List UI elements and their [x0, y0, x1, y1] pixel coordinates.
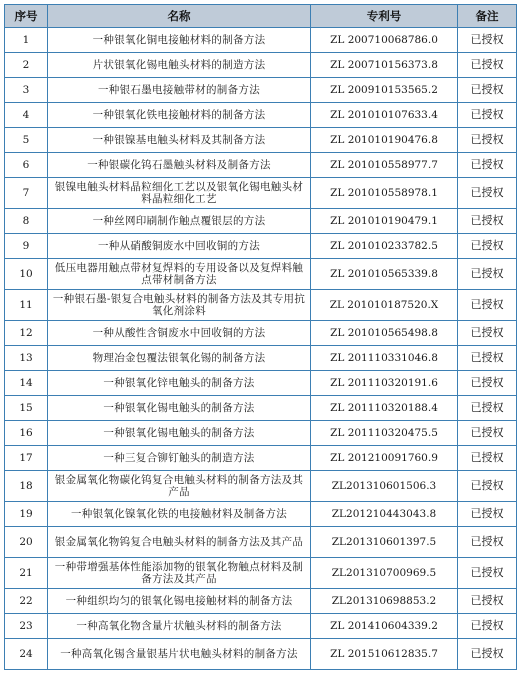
table-row [5, 321, 517, 346]
table-row [5, 103, 517, 128]
cell-patent: ZL 201510612835.7 [311, 639, 458, 670]
cell-note: 已授权 [458, 589, 517, 614]
header-name: 名称 [48, 5, 311, 28]
cell-note: 已授权 [458, 346, 517, 371]
table-row [5, 371, 517, 396]
cell-name: 物理冶金包覆法银氧化锡的制备方法 [48, 346, 311, 371]
cell-name: 一种银石墨电接触带材的制备方法 [48, 78, 311, 103]
cell-patent: ZL 201110320188.4 [311, 396, 458, 421]
cell-note: 已授权 [458, 178, 517, 209]
table-row [5, 446, 517, 471]
table-row [5, 502, 517, 527]
cell-name: 一种带增强基体性能添加物的银氧化物触点材料及制备方法及其产品 [48, 558, 311, 589]
cell-num: 1 [5, 28, 48, 53]
cell-note: 已授权 [458, 446, 517, 471]
cell-note: 已授权 [458, 78, 517, 103]
cell-note: 已授权 [458, 471, 517, 502]
cell-num: 3 [5, 78, 48, 103]
cell-patent: ZL 201110320191.6 [311, 371, 458, 396]
cell-patent: ZL 201110320475.5 [311, 421, 458, 446]
cell-patent: ZL 201010558977.7 [311, 153, 458, 178]
table-row [5, 471, 517, 502]
cell-num: 24 [5, 639, 48, 670]
cell-num: 9 [5, 234, 48, 259]
cell-note: 已授权 [458, 371, 517, 396]
cell-name: 一种银镍基电触头材料及其制备方法 [48, 128, 311, 153]
header-num: 序号 [5, 5, 48, 28]
cell-num: 2 [5, 53, 48, 78]
table-row [5, 153, 517, 178]
cell-patent: ZL 201010190479.1 [311, 209, 458, 234]
header-note: 备注 [458, 5, 517, 28]
cell-note: 已授权 [458, 502, 517, 527]
table-row [5, 259, 517, 290]
cell-note: 已授权 [458, 396, 517, 421]
cell-num: 18 [5, 471, 48, 502]
table-row [5, 128, 517, 153]
cell-note: 已授权 [458, 128, 517, 153]
cell-num: 4 [5, 103, 48, 128]
table-body [5, 28, 517, 670]
cell-name: 银金属氧化物钨复合电触头材料的制备方法及其产品 [48, 527, 311, 558]
cell-patent: ZL201310601397.5 [311, 527, 458, 558]
cell-num: 23 [5, 614, 48, 639]
cell-num: 20 [5, 527, 48, 558]
table-row [5, 558, 517, 589]
table-row [5, 28, 517, 53]
cell-num: 22 [5, 589, 48, 614]
cell-num: 10 [5, 259, 48, 290]
table-row [5, 53, 517, 78]
patent-table [4, 4, 517, 670]
cell-note: 已授权 [458, 28, 517, 53]
cell-note: 已授权 [458, 527, 517, 558]
table-row [5, 614, 517, 639]
table-row [5, 178, 517, 209]
cell-name: 一种高氧化物含量片状触头材料的制备方法 [48, 614, 311, 639]
cell-name: 一种银氧化铜电接触材料的制备方法 [48, 28, 311, 53]
cell-num: 21 [5, 558, 48, 589]
cell-patent: ZL 200710156373.8 [311, 53, 458, 78]
cell-name: 一种高氧化锡含量银基片状电触头材料的制备方法 [48, 639, 311, 670]
cell-patent: ZL 201210091760.9 [311, 446, 458, 471]
cell-num: 13 [5, 346, 48, 371]
cell-name: 银镍电触头材料晶粒细化工艺以及银氧化锡电触头材料晶粒细化工艺 [48, 178, 311, 209]
cell-patent: ZL201210443043.8 [311, 502, 458, 527]
cell-patent: ZL201310601506.3 [311, 471, 458, 502]
cell-note: 已授权 [458, 103, 517, 128]
cell-patent: ZL 201110331046.8 [311, 346, 458, 371]
cell-num: 7 [5, 178, 48, 209]
cell-patent: ZL201310698853.2 [311, 589, 458, 614]
cell-note: 已授权 [458, 259, 517, 290]
cell-note: 已授权 [458, 209, 517, 234]
cell-note: 已授权 [458, 53, 517, 78]
cell-patent: ZL 201010558978.1 [311, 178, 458, 209]
cell-patent: ZL 201010190476.8 [311, 128, 458, 153]
cell-name: 一种丝网印刷制作触点覆银层的方法 [48, 209, 311, 234]
cell-note: 已授权 [458, 290, 517, 321]
cell-name: 一种银氧化铁电接触材料的制备方法 [48, 103, 311, 128]
cell-patent: ZL 200910153565.2 [311, 78, 458, 103]
cell-note: 已授权 [458, 558, 517, 589]
cell-patent: ZL 201010565339.8 [311, 259, 458, 290]
cell-name: 银金属氧化物碳化钨复合电触头材料的制备方法及其产品 [48, 471, 311, 502]
cell-num: 19 [5, 502, 48, 527]
header-patent: 专利号 [311, 5, 458, 28]
cell-name: 一种银氧化锡电触头的制备方法 [48, 421, 311, 446]
table-row [5, 527, 517, 558]
cell-name: 一种银石墨-银复合电触头材料的制备方法及其专用抗氧化剂涂料 [48, 290, 311, 321]
cell-num: 14 [5, 371, 48, 396]
table-header [5, 5, 517, 28]
table-row [5, 639, 517, 670]
cell-num: 6 [5, 153, 48, 178]
table-row [5, 346, 517, 371]
cell-patent: ZL 201010565498.8 [311, 321, 458, 346]
cell-name: 片状银氧化锡电触头材料的制造方法 [48, 53, 311, 78]
cell-name: 一种组织均匀的银氧化锡电接触材料的制备方法 [48, 589, 311, 614]
cell-patent: ZL 200710068786.0 [311, 28, 458, 53]
cell-note: 已授权 [458, 639, 517, 670]
cell-num: 17 [5, 446, 48, 471]
cell-name: 一种银碳化钨石墨触头材料及制备方法 [48, 153, 311, 178]
table-row [5, 78, 517, 103]
table-row [5, 209, 517, 234]
cell-note: 已授权 [458, 421, 517, 446]
table-row [5, 421, 517, 446]
cell-num: 5 [5, 128, 48, 153]
header-row [5, 5, 517, 28]
cell-note: 已授权 [458, 321, 517, 346]
cell-name: 一种银氧化镍氧化铁的电接触材料及制备方法 [48, 502, 311, 527]
cell-num: 16 [5, 421, 48, 446]
cell-patent: ZL 201410604339.2 [311, 614, 458, 639]
cell-name: 一种银氧化锌电触头的制备方法 [48, 371, 311, 396]
cell-note: 已授权 [458, 234, 517, 259]
cell-name: 一种从酸性含铜废水中回收铜的方法 [48, 321, 311, 346]
cell-patent: ZL 201010187520.X [311, 290, 458, 321]
cell-patent: ZL201310700969.5 [311, 558, 458, 589]
cell-num: 12 [5, 321, 48, 346]
cell-name: 一种从硝酸铜废水中回收铜的方法 [48, 234, 311, 259]
cell-note: 已授权 [458, 614, 517, 639]
cell-patent: ZL 201010233782.5 [311, 234, 458, 259]
cell-name: 低压电器用触点带材复焊料的专用设备以及复焊料触点带材制备方法 [48, 259, 311, 290]
cell-num: 8 [5, 209, 48, 234]
cell-num: 15 [5, 396, 48, 421]
table-row [5, 290, 517, 321]
cell-name: 一种银氧化锡电触头的制备方法 [48, 396, 311, 421]
table-row [5, 396, 517, 421]
cell-num: 11 [5, 290, 48, 321]
cell-name: 一种三复合铆钉触头的制造方法 [48, 446, 311, 471]
table-row [5, 589, 517, 614]
table-row [5, 234, 517, 259]
cell-patent: ZL 201010107633.4 [311, 103, 458, 128]
cell-note: 已授权 [458, 153, 517, 178]
